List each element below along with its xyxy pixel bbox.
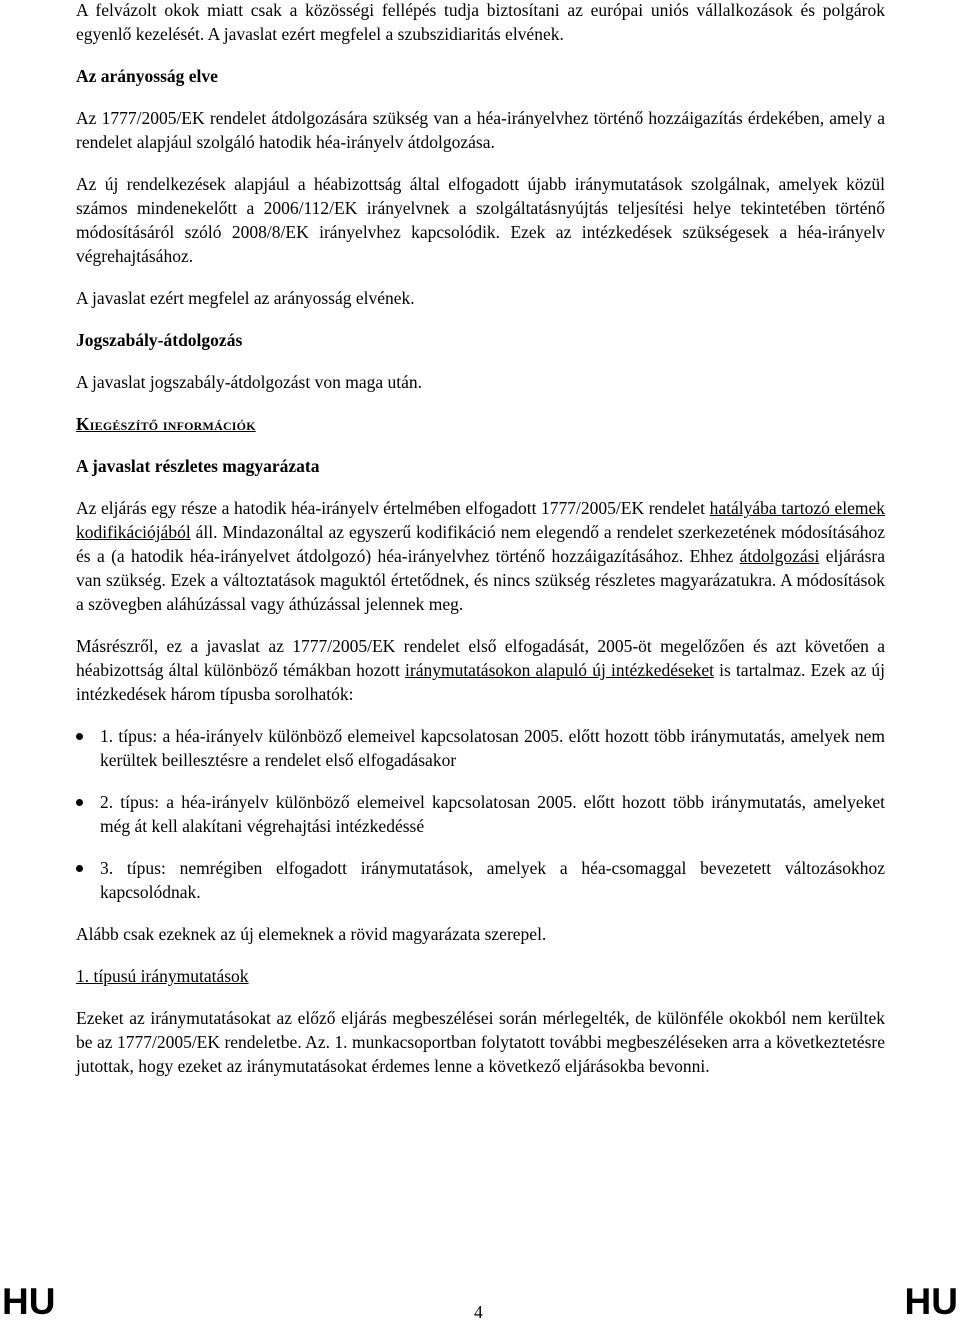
paragraph-summary-note: Alább csak ezeknek az új elemeknek a rövid magyarázata szerepel.: [76, 924, 547, 944]
heading-legislation-recast: Jogszabály-átdolgozás: [76, 330, 243, 350]
heading-additional-information: [76, 412, 885, 436]
page-number: 4: [474, 1302, 483, 1322]
list-item-text: 3. típus: nemrégiben elfogadott iránymutatások, amelyek a héa-csomaggal bevezetett változásokhoz kapcsolódnak.: [100, 858, 885, 902]
heading-type1-guidelines: [76, 964, 885, 988]
underlined-text: iránymutatásokon alapuló új intézkedéseket: [405, 660, 714, 680]
list-item: [76, 790, 885, 838]
paragraph-recast-need: Az 1777/2005/EK rendelet átdolgozására szükség van a héa-irányelvhez történő hozzáigazítás érdekében, amely a rendelet alapjául szolgáló hatodik héa-irányelv átdolgozása.: [76, 108, 885, 152]
heading-additional-information-text: Kiegészítő információk: [76, 414, 256, 434]
list-item-text: 1. típus: a héa-irányelv különböző elemeivel kapcsolatosan 2005. előtt hozott több iránymutatás, amelyek nem kerültek beillesztésre a rendelet első elfogadásakor: [100, 726, 885, 770]
text-segment: eljárásra van szükség. Ezek a változtatások maguktól értetődnek, és nincs szükség részletes magyarázatukra. A módosítások a szövegben aláhúzással vagy áthúzással jelennek meg.: [76, 546, 885, 614]
heading-detailed-explanation: A javaslat részletes magyarázata: [76, 456, 320, 476]
list-item-text: 2. típus: a héa-irányelv különböző elemeivel kapcsolatosan 2005. előtt hozott több iránymutatás, amelyeket még át kell alakítani végrehajtási intézkedéssé: [100, 792, 885, 836]
text-segment: Másrészről, ez a javaslat az 1777/2005/EK rendelet első elfogadását, 2005-öt megelőzően és azt követően a héabizottság által különböző témákban hozott: [76, 636, 885, 680]
footer-language-left: HU: [2, 1281, 56, 1322]
heading-proportionality: Az arányosság elve: [76, 66, 218, 86]
footer-language-right: HU: [904, 1281, 958, 1322]
underlined-text: hatályába tartozó elemek kodifikációjából: [76, 498, 886, 542]
paragraph-codification: [76, 496, 885, 616]
text-segment: is tartalmaz. Ezek az új intézkedések három típusba sorolhatók:: [76, 660, 885, 704]
bullet-icon: [76, 733, 83, 740]
paragraph-new-measures: [76, 634, 885, 706]
text-segment: áll. Mindazonáltal az egyszerű kodifikáció nem elegendő a rendelet szerkezetének módosításához és a (a hatodik héa-irányelvet átdolgozó) héa-irányelvhez történő hozzáigazításához. Ehhez: [76, 522, 885, 566]
underlined-text: átdolgozási: [739, 546, 820, 566]
measure-type-list: [76, 724, 885, 904]
paragraph-subsidiarity: A felvázolt okok miatt csak a közösségi fellépés tudja biztosítani az európai uniós vállalkozások és polgárok egyenlő kezelését. A javaslat ezért megfelel a szubszidiaritás elvének.: [76, 0, 885, 44]
paragraph-recast-statement: A javaslat jogszabály-átdolgozást von maga után.: [76, 372, 423, 392]
list-item: [76, 856, 885, 904]
paragraph-new-provisions: Az új rendelkezések alapjául a héabizottság által elfogadott újabb iránymutatások szolgálnak, amelyek közül számos mindenekelőtt a 2006/112/EK irányelvnek a szolgáltatásnyújtás teljesítési helye tekintetében történő módosításáról szóló 2008/8/EK irányelvhez kapcsolódik. Ezek az intézkedések szükségesek a héa-irányelv végrehajtásához.: [76, 174, 885, 266]
list-item: [76, 724, 885, 772]
paragraph-proportionality-conclusion: A javaslat ezért megfelel az arányosság elvének.: [76, 288, 415, 308]
text-segment: Az eljárás egy része a hatodik héa-irányelv értelmében elfogadott 1777/2005/EK rendelet: [76, 498, 710, 518]
document-page: [76, 0, 885, 1078]
underlined-heading: 1. típusú iránymutatások: [76, 966, 249, 986]
bullet-icon: [76, 799, 83, 806]
bullet-icon: [76, 865, 83, 872]
paragraph-type1-explanation: Ezeket az iránymutatásokat az előző eljárás megbeszélései során mérlegelték, de különféle okokból nem kerültek be az 1777/2005/EK rendeletbe. Az. 1. munkacsoportban folytatott további megbeszéléseken arra a következtetésre jutottak, hogy ezeket az iránymutatásokat érdemes lenne a következő eljárásokba bevonni.: [76, 1008, 885, 1076]
